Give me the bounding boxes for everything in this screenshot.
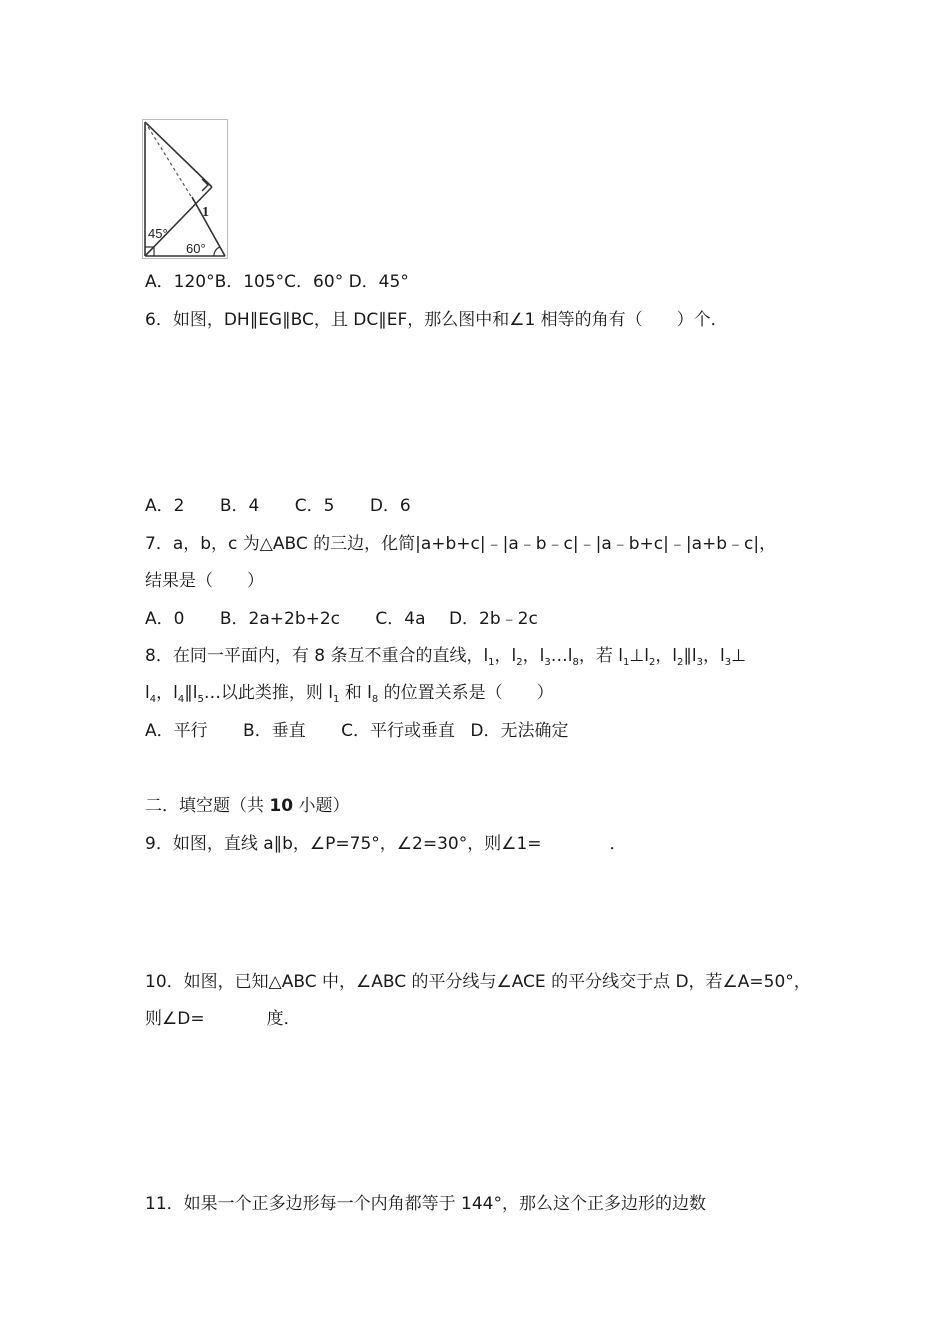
q8-option-a: A．平行 [145, 721, 208, 741]
q8-option-c: C．平行或垂直 [341, 721, 455, 741]
q7-option-b: B．2a+2b+2c [219, 609, 341, 629]
angle-45-label: 45° [148, 226, 168, 241]
q6-option-b: B．4 [219, 496, 260, 516]
q9-stem: 9．如图，直线 a∥b，∠P=75°，∠2=30°，则∠1= ． [145, 834, 627, 854]
q7-option-a: A．0 [145, 609, 185, 629]
q6-option-a: A．2 [145, 496, 185, 516]
q5-options: A．120°B．105°C．60° D．45° [145, 272, 409, 292]
q8-option-d: D．无法确定 [470, 721, 569, 741]
angle-1-label: 1 [202, 205, 209, 220]
q11-stem: 11．如果一个正多边形每一个内角都等于 144°，那么这个正多边形的边数 [145, 1194, 706, 1214]
triangle-set-diagram [142, 119, 228, 259]
q6-stem: 6．如图，DH∥EG∥BC，且 DC∥EF，那么图中和∠1 相等的角有（ ）个． [145, 310, 728, 330]
angle-60-label: 60° [186, 241, 206, 256]
q6-options [145, 495, 411, 517]
q6-option-c: C．5 [294, 496, 335, 516]
q7-options [145, 608, 538, 630]
q8-stem-continued: $l_4$，$l_4\parallel l_5\dots$以此类推，则 $l_1$ 和 $l_8$ 的位置关系是（ ） [145, 683, 554, 705]
q10-stem-continued: 则∠D= 度． [145, 1009, 301, 1029]
section-heading-fill-in: 二．填空题（共 10 小题） [145, 796, 350, 816]
q7-stem: 7．a，b，c 为△ABC 的三边，化简|a+b+c|﹣|a﹣b﹣c|﹣|a﹣b+c|﹣|a+b﹣c|， [145, 534, 777, 554]
q8-option-b: B．垂直 [243, 721, 306, 741]
question5-figure [142, 119, 228, 259]
q6-option-d: D．6 [369, 496, 411, 516]
q7-stem-continued: 结果是（ ） [145, 571, 264, 591]
q8-options [145, 720, 569, 742]
q10-stem: 10．如图，已知△ABC 中，∠ABC 的平分线与∠ACE 的平分线交于点 D，若∠A=50°， [145, 972, 811, 992]
q7-option-c: C．4a [375, 609, 426, 629]
q8-stem: 8．在同一平面内，有 8 条互不重合的直线，$l_1$，$l_2$，$l_3\dots l_8$，若 $l_1\perp l_2$，$l_2\parallel l_3$，$l_3\perp$ [145, 646, 746, 668]
q7-option-d: D．2b﹣2c [448, 609, 538, 629]
